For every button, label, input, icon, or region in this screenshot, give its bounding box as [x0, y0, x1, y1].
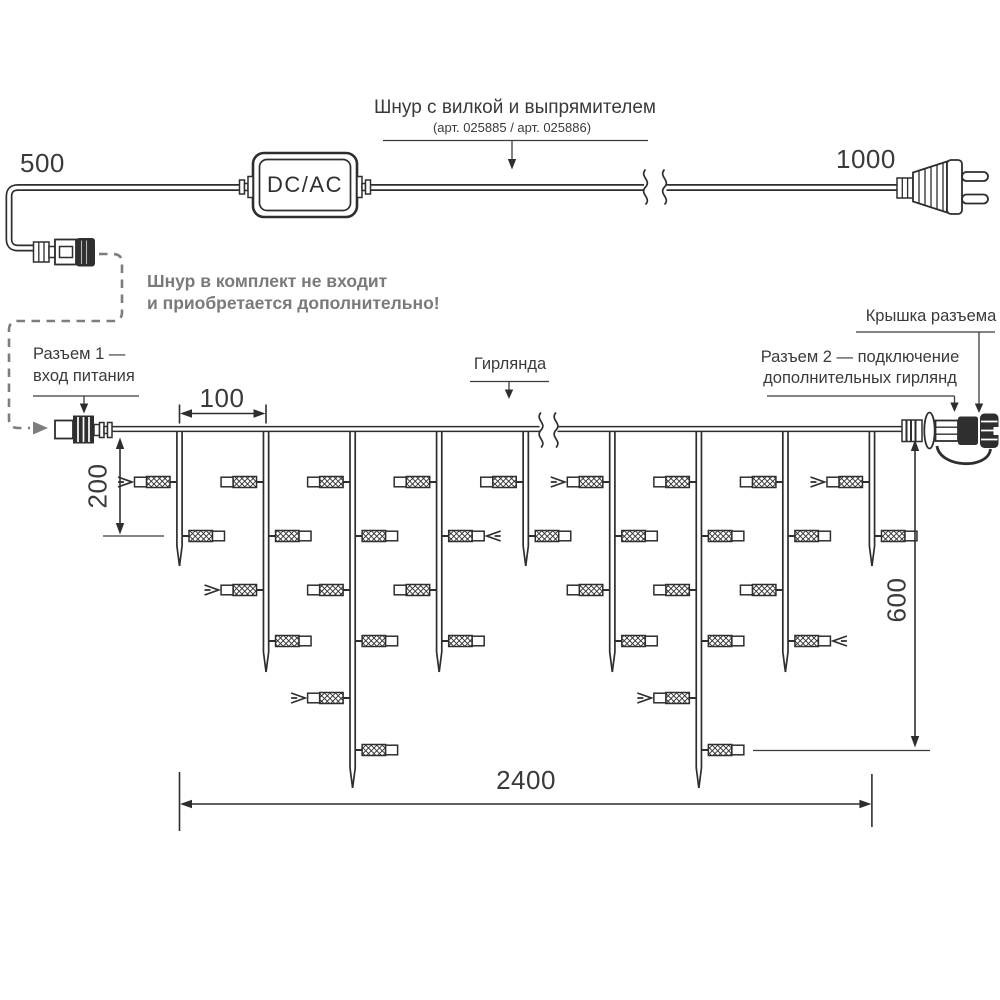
- plug-prong: [962, 172, 988, 181]
- garland-connector-1: [55, 416, 112, 444]
- cap-tether: [937, 446, 991, 464]
- lamp: [875, 531, 917, 542]
- garland-drops: [118, 431, 917, 788]
- lamp: [701, 636, 743, 647]
- lamp: [637, 693, 696, 704]
- lamp: [308, 585, 350, 596]
- cord-connector: [34, 238, 96, 267]
- adapter-label: DC/AC: [267, 172, 343, 197]
- garland-drop: [118, 431, 225, 566]
- power-plug: [897, 160, 988, 214]
- cord-title: Шнур с вилкой и выпрямителем: [374, 97, 656, 118]
- flash-arrow-icon: [205, 585, 219, 595]
- garland-leader: [470, 382, 549, 400]
- dashed-route-arrow-icon: [33, 422, 48, 435]
- lamp: [788, 636, 847, 647]
- garland-drop: [637, 431, 744, 788]
- connector2-label-line1: Разъем 2 — подключение: [760, 348, 960, 366]
- lamp: [442, 636, 484, 647]
- lamp: [355, 636, 397, 647]
- lamp: [442, 531, 501, 542]
- dim-200-label: 200: [82, 463, 113, 509]
- lamp: [615, 531, 657, 542]
- cord-title-leader: [383, 141, 648, 170]
- lamp: [481, 477, 523, 488]
- cable-break-icon: [644, 170, 648, 205]
- cap-label: Крышка разъема: [865, 307, 997, 325]
- lamp: [355, 745, 397, 756]
- garland-drop: [481, 431, 571, 566]
- connector-cap: [980, 414, 999, 449]
- garland-drop: [205, 431, 312, 672]
- lamp: [269, 531, 311, 542]
- garland-drop: [291, 431, 398, 788]
- garland-connector-2: [902, 413, 999, 464]
- lamp: [701, 745, 743, 756]
- garland-drop: [394, 431, 501, 672]
- connector1-label-line2: вход питания: [33, 367, 135, 385]
- dim-100-label: 100: [199, 383, 245, 413]
- flash-arrow-icon: [833, 636, 847, 646]
- lamp: [551, 477, 610, 488]
- lamp: [567, 585, 609, 596]
- dim-500-label: 500: [20, 148, 65, 178]
- lamp: [221, 477, 263, 488]
- garland-drop: [740, 431, 847, 672]
- garland-drop: [810, 431, 917, 566]
- flash-arrow-icon: [637, 693, 651, 703]
- lamp: [740, 477, 782, 488]
- lamp: [205, 585, 264, 596]
- dim-600-label: 600: [881, 577, 912, 623]
- lamp: [810, 477, 869, 488]
- power-cord-cable: [9, 170, 898, 249]
- lamp: [182, 531, 224, 542]
- connector2-label-line2: дополнительных гирлянд: [763, 369, 957, 387]
- lamp: [308, 477, 350, 488]
- flash-arrow-icon: [551, 477, 565, 487]
- plug-prong: [962, 195, 988, 204]
- adapter-terminal-left: [240, 177, 254, 198]
- lamp: [654, 477, 696, 488]
- garland-label: Гирлянда: [473, 355, 547, 373]
- lamp: [740, 585, 782, 596]
- lamp: [701, 531, 743, 542]
- adapter-terminal-right: [357, 177, 371, 198]
- lamp: [118, 477, 177, 488]
- note-line1: Шнур в комплект не входит: [147, 271, 388, 291]
- connector2-leader: [767, 396, 959, 412]
- flash-arrow-icon: [810, 477, 824, 487]
- lamp: [291, 693, 350, 704]
- lamp: [394, 585, 436, 596]
- lamp: [355, 531, 397, 542]
- note-line2: и приобретается дополнительно!: [147, 293, 440, 313]
- cable-break-icon: [663, 170, 667, 205]
- dim-2400-label: 2400: [496, 765, 556, 795]
- garland-drop: [551, 431, 658, 672]
- flash-arrow-icon: [291, 693, 305, 703]
- wire-break-icon: [554, 413, 558, 448]
- wire-break-icon: [539, 413, 543, 448]
- dim-1000-label: 1000: [836, 144, 896, 174]
- lamp: [615, 636, 657, 647]
- lamp: [394, 477, 436, 488]
- lamp: [528, 531, 570, 542]
- lamp: [788, 531, 830, 542]
- connector1-label-line1: Разъем 1 —: [33, 345, 126, 363]
- flash-arrow-icon: [487, 531, 501, 541]
- lamp: [269, 636, 311, 647]
- cord-subtitle: (арт. 025885 / арт. 025886): [432, 120, 592, 135]
- connector1-leader: [33, 396, 139, 414]
- lamp: [654, 585, 696, 596]
